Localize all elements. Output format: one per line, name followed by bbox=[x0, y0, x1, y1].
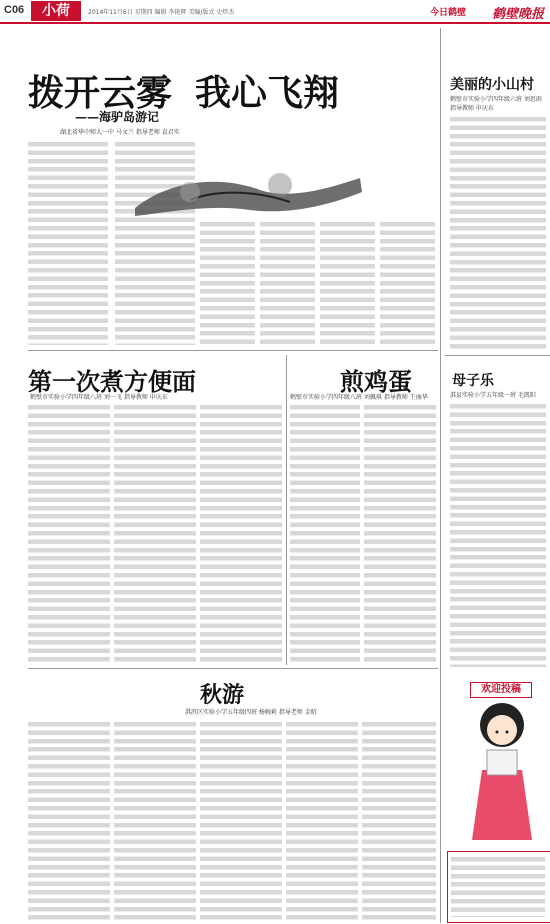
qiuyou-text-col-1 bbox=[28, 720, 110, 920]
bianmian-text-col-3 bbox=[200, 403, 282, 665]
jidan-byline: 鹤壁市实验小学四年级八班 刘佩琪 指导教师 王丽华 bbox=[290, 394, 428, 401]
qiuyou-text-col-4 bbox=[286, 720, 358, 920]
submission-text bbox=[451, 855, 545, 917]
muzile-byline: 淇县实验小学五年级一班 毛凯阳 bbox=[450, 392, 536, 399]
page-header bbox=[0, 0, 550, 22]
shan-byline: 鹤壁市实验小学四年级六班 刘思雨 bbox=[450, 96, 542, 103]
band-divider-2 bbox=[28, 668, 438, 669]
right-divider-1 bbox=[445, 355, 550, 356]
header-rule bbox=[0, 22, 550, 24]
band-divider-1 bbox=[28, 350, 438, 351]
ink-illustration bbox=[130, 170, 365, 220]
muzile-title: 母子乐 bbox=[452, 373, 494, 389]
submission-title: 欢迎投稿 bbox=[470, 682, 532, 698]
bianmian-text-col-2 bbox=[114, 403, 196, 665]
main-text-col-1 bbox=[28, 140, 108, 345]
bianmian-title: 第一次煮方便面 bbox=[28, 367, 196, 396]
muzile-text bbox=[450, 402, 546, 667]
column-divider bbox=[440, 28, 441, 923]
qiuyou-text-col-5 bbox=[362, 720, 436, 920]
jidan-text-col-1 bbox=[290, 403, 360, 665]
newspaper-logo: 鹤壁晚报 bbox=[492, 7, 545, 22]
girl-illustration bbox=[447, 690, 549, 855]
main-text-col-4 bbox=[260, 220, 315, 345]
main-title-left: 拨开云雾 bbox=[28, 72, 173, 114]
header-date-line: 2014年11月6日 星期四 编辑 李艳辉 美编/版式 史炜杰 bbox=[88, 9, 235, 16]
submission-box bbox=[447, 851, 550, 923]
bianmian-text-col-1 bbox=[28, 403, 110, 665]
qiuyou-text-col-2 bbox=[114, 720, 196, 920]
qiuyou-byline: 淇滨区实验小学五年级四班 杨婉莉 指导老师 金昭 bbox=[185, 709, 317, 716]
page-number: C06 bbox=[4, 4, 25, 16]
main-byline: 湖北省华中师大一中 马文兰 指导老师 袁君实 bbox=[60, 129, 180, 136]
jidan-title: 煎鸡蛋 bbox=[340, 367, 412, 396]
main-text-col-5 bbox=[320, 220, 375, 345]
main-subtitle: ——海驴岛游记 bbox=[75, 110, 160, 124]
shan-title: 美丽的小山村 bbox=[450, 77, 534, 93]
shan-text bbox=[450, 115, 546, 350]
qiuyou-text-col-3 bbox=[200, 720, 282, 920]
main-text-col-6 bbox=[380, 220, 435, 345]
main-text-col-3b bbox=[200, 220, 255, 345]
bianmian-byline: 鹤壁市实验小学四年级八班 刘一飞 指导教师 申庆东 bbox=[30, 394, 168, 401]
jidan-text-col-2 bbox=[364, 403, 436, 665]
qiuyou-title: 秋游 bbox=[200, 682, 245, 708]
section-tag: 小荷 bbox=[31, 1, 81, 21]
shan-teacher: 指导教师 申庆东 bbox=[450, 105, 494, 112]
band-vdivider bbox=[286, 355, 287, 665]
header-brand: 今日鹤壁 bbox=[430, 8, 467, 18]
main-title-right: 我心飞翔 bbox=[195, 72, 340, 114]
